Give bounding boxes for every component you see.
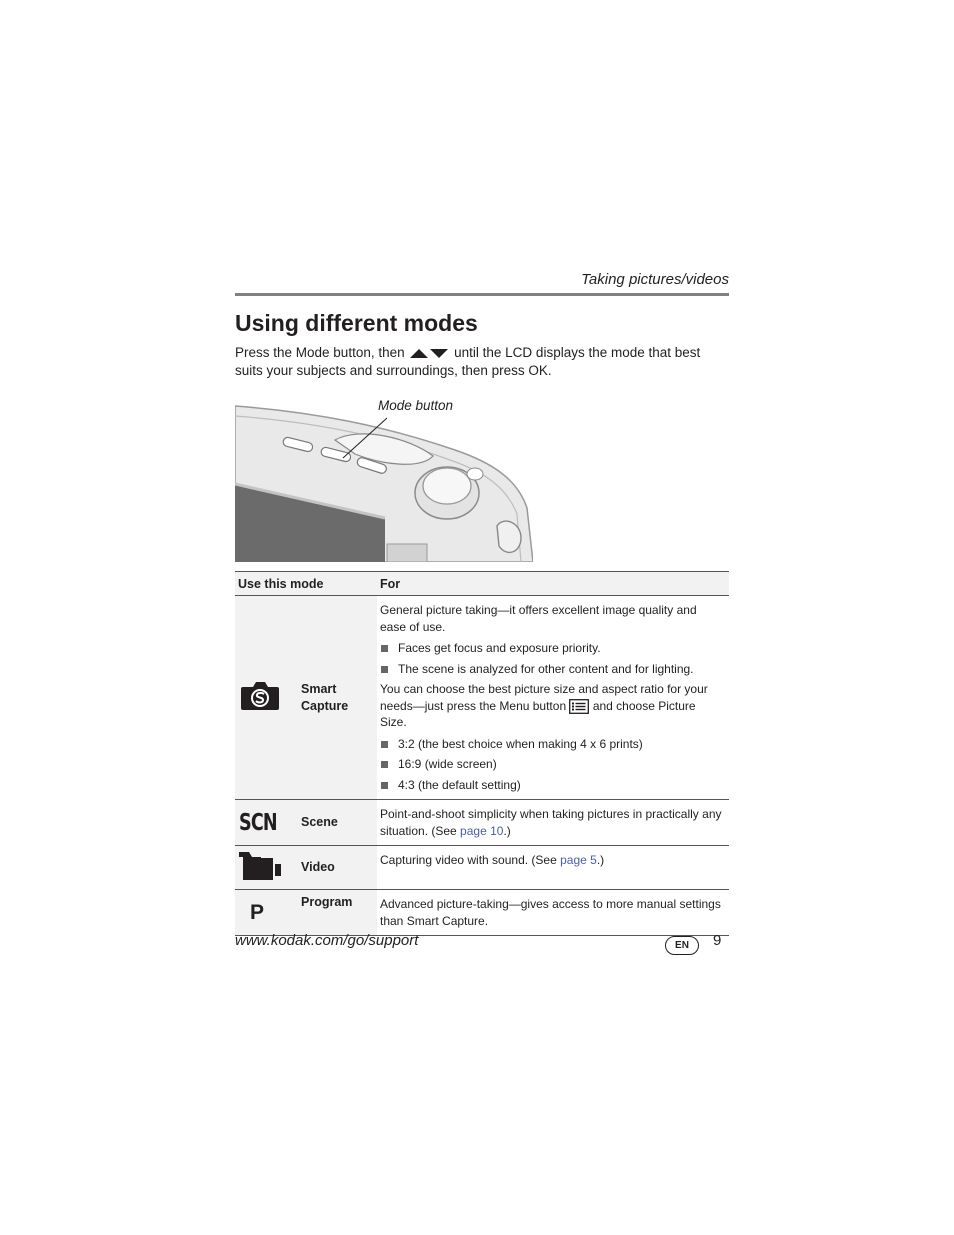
mode-desc-scene bbox=[377, 800, 729, 846]
scn-icon: SCN bbox=[239, 809, 277, 836]
scene-desc-after: .) bbox=[503, 823, 511, 838]
mode-icon-cell bbox=[235, 890, 297, 936]
mode-desc-video bbox=[377, 846, 729, 890]
intro-paragraph bbox=[235, 344, 729, 380]
up-down-arrow-icon bbox=[410, 348, 448, 359]
list-item: 4:3 (the default setting) bbox=[380, 777, 723, 794]
language-badge: EN bbox=[665, 936, 699, 955]
modes-table bbox=[235, 571, 729, 936]
page-10-link[interactable]: page 10 bbox=[460, 823, 504, 838]
mode-name-smart-capture: Smart Capture bbox=[297, 596, 377, 800]
mode-name-scene: Scene bbox=[297, 800, 377, 846]
video-desc-before: Capturing video with sound. (See bbox=[380, 853, 561, 867]
header-use-this-mode: Use this mode bbox=[235, 572, 377, 596]
list-item: 3:2 (the best choice when making 4 x 6 prints) bbox=[380, 736, 723, 753]
mode-icon-cell bbox=[235, 596, 297, 800]
video-desc-after: .) bbox=[596, 853, 605, 867]
smart-capture-desc2-after: and choose Picture Size. bbox=[380, 698, 696, 729]
smart-capture-desc2 bbox=[380, 681, 723, 731]
smart-capture-camera-icon bbox=[240, 681, 280, 711]
mode-icon-cell bbox=[235, 846, 297, 890]
support-url[interactable]: www.kodak.com/go/support bbox=[235, 932, 419, 949]
list-item: Faces get focus and exposure priority. bbox=[380, 640, 723, 657]
mode-desc-smart-capture bbox=[377, 596, 729, 800]
list-item: The scene is analyzed for other content and for lighting. bbox=[380, 661, 723, 678]
smart-capture-desc2-before: You can choose the best picture size and aspect ratio for your needs—just press the Menu button bbox=[380, 682, 708, 713]
mode-name-video: Video bbox=[297, 846, 377, 890]
smart-capture-bullets2 bbox=[380, 736, 723, 794]
smart-capture-bullets1 bbox=[380, 640, 723, 677]
program-p-icon: P bbox=[250, 900, 265, 924]
intro-text-after: until the LCD displays the mode that best suits your subjects and surroundings, then press OK. bbox=[235, 345, 701, 378]
header-for: For bbox=[377, 572, 729, 596]
video-camera-icon bbox=[237, 850, 283, 882]
mode-icon-cell bbox=[235, 800, 297, 846]
table-row-video bbox=[235, 846, 729, 890]
camera-drawing bbox=[235, 398, 533, 562]
list-item: 16:9 (wide screen) bbox=[380, 756, 723, 773]
table-row-scene bbox=[235, 800, 729, 846]
menu-button-icon bbox=[569, 699, 589, 714]
table-row-program bbox=[235, 890, 729, 936]
table-header-row bbox=[235, 572, 729, 596]
page-title: Using different modes bbox=[235, 310, 478, 336]
header-rule bbox=[235, 293, 729, 296]
page-number: 9 bbox=[713, 932, 722, 949]
mode-button-label: Mode button bbox=[378, 398, 454, 413]
smart-capture-desc1: General picture taking—it offers excellent image quality and ease of use. bbox=[380, 603, 697, 634]
mode-name-program: Program bbox=[297, 890, 377, 936]
scene-desc-before: Point-and-shoot simplicity when taking pictures in practically any situation. (See bbox=[380, 807, 722, 838]
section-header: Taking pictures/videos bbox=[581, 271, 729, 288]
page-5-link[interactable]: page 5 bbox=[560, 853, 597, 867]
table-row-smart-capture bbox=[235, 596, 729, 800]
mode-desc-program: Advanced picture-taking—gives access to more manual settings than Smart Capture. bbox=[377, 890, 729, 936]
camera-top-illustration bbox=[235, 398, 533, 562]
intro-text-before: Press the Mode button, then bbox=[235, 345, 405, 360]
